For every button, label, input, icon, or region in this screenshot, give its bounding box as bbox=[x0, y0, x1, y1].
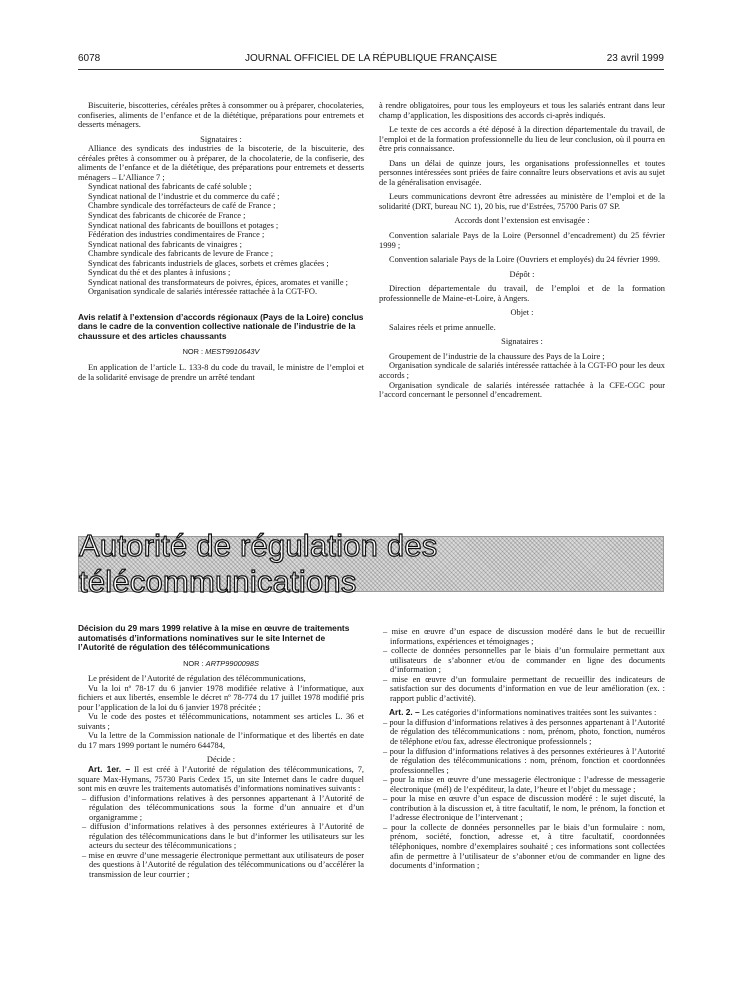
list-item: Syndicat des fabricants industriels de glaces, sorbets et crèmes glacées ; bbox=[88, 258, 329, 268]
banner-title: Autorité de régulation des télécommunications bbox=[79, 528, 438, 599]
article-1 bbox=[78, 765, 364, 794]
paragraph: Vu la lettre de la Commission nationale de l’informatique et des libertés en date du 17 mars 1999 portant le numéro 644784, bbox=[78, 731, 364, 750]
list-item: – mise en œuvre d’un espace de discussion modéré dans le but de recueillir informations, expériences et témoignages ; bbox=[383, 627, 665, 646]
list-item: Fédération des industries condimentaires de France ; bbox=[88, 230, 265, 240]
list-item: Syndicat du thé et des plantes à infusions ; bbox=[88, 268, 231, 278]
paragraph: Le président de l’Autorité de régulation des télécommunications, bbox=[88, 674, 306, 684]
paragraph: Groupement de l’industrie de la chaussure des Pays de la Loire ; bbox=[389, 351, 605, 361]
bottom-left-column bbox=[78, 624, 364, 880]
paragraph: Vu le code des postes et télécommunications, notamment ses articles L. 36 et suivants ; bbox=[78, 712, 364, 731]
section-heading: Accords dont l’extension est envisagée : bbox=[454, 216, 590, 226]
paragraph: Organisation syndicale de salariés intéressée rattachée à la CGT-FO pour les deux accords ; bbox=[379, 361, 665, 381]
page-header bbox=[78, 53, 664, 69]
avis-title: Avis relatif à l’extension d’accords régionaux (Pays de la Loire) conclus dans le cadre de la convention collective nationale de l’industrie de la chaussure et des articles chaussants bbox=[78, 311, 364, 341]
section-heading: Objet : bbox=[510, 308, 534, 318]
list-item: – pour la collecte de données personnelles par le biais d’un formulaire : nom, prénom, société, fonction, adresse et, à titre facultatif, coordonnées téléphoniques, nombre d’exemplaires souhaité ; ces informations sont collectées afin de permettre à l’utilisateur de s’abonner et/ou de commander en ligne des documents d’information ; bbox=[383, 822, 665, 871]
paragraph: Leurs communications devront être adressées au ministère de l’emploi et de la solidarité (DRT, bureau NC 1), 20 bis, rue d’Estrées, 75700 Paris 07 SP. bbox=[379, 192, 665, 211]
paragraph: Convention salariale Pays de la Loire (Personnel d’encadrement) du 25 février 1999 ; bbox=[379, 231, 665, 250]
list-item: – pour la diffusion d’informations relatives à des personnes extérieures à l’Autorité de régulation des télécommunications : nom, prénom, fonction et coordonnées professionnelles ; bbox=[383, 746, 665, 775]
list-item: – mise en œuvre d’une messagerie électronique permettant aux utilisateurs de poser des questions à l’Autorité de régulation des télécommunications ou d’accélérer la transmission de leur courrier ; bbox=[82, 850, 364, 879]
article-text: Les catégories d’informations nominatives traitées sont les suivantes : bbox=[421, 708, 657, 718]
list-item: Organisation syndicale de salariés intéressée rattachée à la CGT-FO. bbox=[88, 287, 318, 297]
paragraph: à rendre obligatoires, pour tous les employeurs et tous les salariés entrant dans leur champ d’application, les dispositions des accords ci-après indiqués. bbox=[379, 101, 665, 120]
journal-title: JOURNAL OFFICIEL DE LA RÉPUBLIQUE FRANÇAISE bbox=[244, 53, 498, 64]
top-left-column bbox=[78, 101, 364, 382]
list-item: Chambre syndicale des fabricants de levure de France ; bbox=[88, 249, 274, 259]
list-item: – collecte de données personnelles par le biais d’un formulaire permettant aux utilisateurs de s’abonner et/ou de commander en ligne des documents d’information ; bbox=[383, 646, 665, 675]
nor-label: NOR : bbox=[182, 347, 206, 357]
decision-title: Décision du 29 mars 1999 relative à la mise en œuvre de traitements automatisés d’informations nominatives sur le site Internet de l’Autorité de régulation des télécommunications bbox=[78, 623, 350, 652]
paragraph: Vu la loi nº 78-17 du 6 janvier 1978 modifiée relative à l’informatique, aux fichiers et aux libertés, ensemble le décret nº 78-774 du 17 juillet 1978 modifié pris pour l’application de la loi du 6 janvier 1978 précitée ; bbox=[78, 683, 364, 712]
article-text: Il est créé à l’Autorité de régulation des télécommunications, 7, square Max-Hymans, 75730 Paris Cedex 15, un site Internet dans le cadre duquel sont mis en œuvre les traitements automatisés d’informations nominatives suivants : bbox=[78, 764, 364, 794]
paragraph: Dans un délai de quinze jours, les organisations professionnelles et toutes personnes intéressées sont priées de faire connaître leurs observations et avis au sujet de la généralisation envisagée. bbox=[379, 158, 665, 187]
section-banner bbox=[78, 528, 664, 599]
paragraph: Organisation syndicale de salariés intéressée rattachée à la CFE-CGC pour l’accord concernant le personnel d’encadrement. bbox=[379, 380, 665, 400]
article-label: Art. 1er. – bbox=[88, 763, 130, 774]
decide-heading: Décide : bbox=[206, 755, 236, 765]
list-item: – pour la mise en œuvre d’une messagerie électronique : l’adresse de messagerie électronique (mél) de l’expéditeur, la date, l’heure et l’objet du message ; bbox=[383, 775, 665, 794]
signataires-heading: Signataires : bbox=[200, 134, 242, 144]
list-item: Syndicat national des transformateurs de poivres, épices, aromates et vanille ; bbox=[88, 277, 349, 287]
nor-line bbox=[78, 347, 364, 357]
section-heading: Signataires : bbox=[501, 337, 543, 347]
list-item: – diffusion d’informations relatives à des personnes extérieures à l’Autorité de régulation des télécommunications dans le but d’informer les utilisateurs sur les acteurs du secteur des télécommunications ; bbox=[82, 822, 364, 851]
list-item: – diffusion d’informations relatives à des personnes appartenant à l’Autorité de régulation des télécommunications sous la forme d’un annuaire et d’un organigramme ; bbox=[82, 793, 364, 822]
nor-line bbox=[78, 659, 364, 669]
list-item: Syndicat national des fabricants de bouillons et potages ; bbox=[88, 220, 279, 230]
list-item: – mise en œuvre d’un formulaire permettant de recueillir des indicateurs de satisfaction sur des documents d’information en vue de leur amélioration (ex. : rapport public d’activité). bbox=[383, 674, 665, 703]
nor-code: ARTP9900098S bbox=[205, 658, 259, 668]
bottom-right-column bbox=[379, 627, 665, 871]
list-item: Syndicat national des fabricants de café soluble ; bbox=[88, 182, 252, 192]
section-heading: Dépôt : bbox=[509, 269, 535, 279]
paragraph: Direction départementale du travail, de l’emploi et de la formation professionnelle de Maine-et-Loire, à Angers. bbox=[379, 284, 665, 303]
issue-date: 23 avril 1999 bbox=[606, 53, 664, 64]
page-number: 6078 bbox=[78, 53, 101, 64]
article-label: Art. 2. – bbox=[389, 707, 420, 718]
header-rule bbox=[78, 69, 664, 70]
paragraph: Salaires réels et prime annuelle. bbox=[389, 322, 496, 332]
paragraph: Alliance des syndicats des industries de la biscoterie, de la biscuiterie, des céréales prêtes à consommer ou à préparer, de la chocolaterie, de la confiserie, des aliments de l’enfance et de la diététique, des préparations pour entremets et desserts ménagers – L’Alliance 7 ; bbox=[78, 144, 364, 182]
list-item: Syndicat des fabricants de chicorée de France ; bbox=[88, 211, 246, 221]
top-right-column bbox=[379, 101, 665, 400]
nor-label: NOR : bbox=[183, 658, 206, 668]
nor-code: MEST9910643V bbox=[205, 347, 260, 357]
list-item: Chambre syndicale des torréfacteurs de café de France ; bbox=[88, 201, 276, 211]
list-item: – pour la mise en œuvre d’un espace de discussion modéré : le sujet discuté, la contribution à la discussion et, à titre facultatif, le nom, le prénom, la fonction et l’adresse électronique de l’intervenant ; bbox=[383, 794, 665, 823]
list-item: Syndicat national de l’industrie et du commerce du café ; bbox=[88, 191, 280, 201]
paragraph: Biscuiterie, biscotteries, céréales prêtes à consommer ou à préparer, chocolateries, confiseries, aliments de l’enfance et de la diététique, préparations pour entremets et desserts ménagers. bbox=[78, 101, 364, 130]
paragraph: Convention salariale Pays de la Loire (Ouvriers et employés) du 24 février 1999. bbox=[389, 255, 660, 265]
paragraph: Le texte de ces accords a été déposé à la direction départementale du travail, de l’emploi et de la formation professionnelle du lieu de leur conclusion, où il pourra en être pris connaissance. bbox=[379, 125, 665, 154]
article-2 bbox=[379, 708, 665, 718]
paragraph: En application de l’article L. 133-8 du code du travail, le ministre de l’emploi et de la solidarité envisage de prendre un arrêté tendant bbox=[78, 362, 364, 382]
list-item: Syndicat national des fabricants de vinaigres ; bbox=[88, 239, 242, 249]
list-item: – pour la diffusion d’informations relatives à des personnes appartenant à l’Autorité de régulation des télécommunications : nom, prénom, photo, fonction, numéros de téléphone et/ou fax, adresse électronique professionnels ; bbox=[383, 717, 665, 747]
